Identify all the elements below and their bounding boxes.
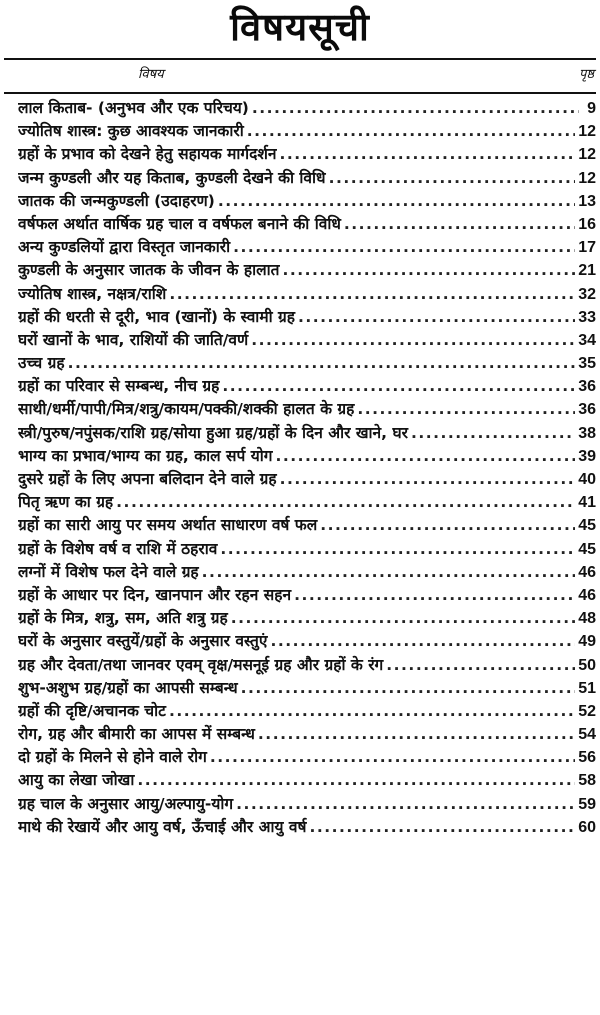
toc-entry-title: ज्योतिष शास्त्र, नक्षत्र/राशि xyxy=(18,284,167,303)
toc-entry-title: उच्च ग्रह xyxy=(18,354,65,373)
dot-leader xyxy=(251,329,575,352)
toc-entry-page: 16 xyxy=(578,215,596,233)
dot-leader xyxy=(270,630,575,653)
toc-entry-page: 12 xyxy=(578,169,596,187)
toc-entry-page: 51 xyxy=(578,679,596,697)
dot-leader xyxy=(309,816,575,839)
toc-entry-page: 52 xyxy=(578,702,596,720)
toc-entry-title: दुसरे ग्रहों के लिए अपना बलिदान देने वाले ग्रह xyxy=(18,470,277,488)
toc-entry xyxy=(18,445,596,468)
toc-entry xyxy=(18,329,596,352)
top-rule xyxy=(4,58,596,60)
toc-entry xyxy=(18,375,596,398)
toc-entry-page: 40 xyxy=(578,471,596,488)
toc-entry-title: रोग, ग्रह और बीमारी का आपस में सम्बन्ध xyxy=(18,725,255,744)
toc-entry xyxy=(18,120,596,143)
dot-leader xyxy=(294,584,575,607)
toc-entry xyxy=(18,259,596,282)
toc-entry-title: ग्रह और देवता/तथा जानवर एवम् वृक्ष/मसनूई ग्रह और ग्रहों के रंग xyxy=(18,655,384,674)
dot-leader xyxy=(386,654,575,677)
toc-entry-title: ग्रहों का परिवार से सम्बन्ध, नीच ग्रह xyxy=(18,377,220,396)
toc-entry-page: 13 xyxy=(578,192,596,210)
toc-entry-page: 54 xyxy=(578,726,596,744)
toc-entry-title: ग्रहों के प्रभाव को देखने हेतु सहायक मार्गदर्शन xyxy=(18,145,277,164)
toc-entry-page: 46 xyxy=(578,563,596,581)
toc-entry-title: पितृ ऋण का ग्रह xyxy=(18,493,114,512)
toc-entry-title: घरों खानों के भाव, राशियों की जाति/वर्ण xyxy=(18,330,249,349)
column-header-page: पृष्ठ xyxy=(578,67,594,82)
toc-entry xyxy=(18,143,596,166)
toc-entry-title: माथे की रेखायें और आयु वर्ष, ऊँचाई और आयु वर्ष xyxy=(18,817,307,836)
toc-entry-title: स्त्री/पुरुष/नपुंसक/राशि ग्रह/सोया हुआ ग्रह/ग्रहों के दिन और खाने, घर xyxy=(18,423,408,442)
toc-entry-page: 49 xyxy=(578,633,596,651)
dot-leader xyxy=(411,422,575,445)
toc-entry-title: लग्नों में विशेष फल देने वाले ग्रह xyxy=(18,562,199,581)
toc-entry-page: 41 xyxy=(578,494,596,512)
toc-entry xyxy=(18,723,596,746)
toc-entry xyxy=(18,352,596,375)
table-of-contents xyxy=(18,97,596,839)
dot-leader xyxy=(280,468,576,491)
toc-entry-page: 59 xyxy=(578,795,596,813)
toc-entry xyxy=(18,491,596,514)
toc-entry xyxy=(18,538,596,561)
toc-entry-page: 12 xyxy=(578,123,596,141)
toc-entry-page: 60 xyxy=(578,818,596,836)
toc-entry-title: शुभ-अशुभ ग्रह/ग्रहों का आपसी सम्बन्ध xyxy=(18,678,238,697)
dot-leader xyxy=(275,445,575,468)
dot-leader xyxy=(247,120,575,143)
toc-entry-title: कुण्डली के अनुसार जातक के जीवन के हालात xyxy=(18,261,280,280)
toc-entry-title: साथी/धर्मी/पापी/मित्र/शत्रु/कायम/पक्की/शक्की हालत के ग्रह xyxy=(18,400,355,419)
toc-entry-title: दो ग्रहों के मिलने से होने वाले रोग xyxy=(18,748,207,767)
header-rule xyxy=(4,92,596,94)
dot-leader xyxy=(233,236,575,259)
toc-entry xyxy=(18,514,596,537)
toc-entry-page: 12 xyxy=(578,146,596,164)
toc-entry-page: 56 xyxy=(578,749,596,767)
dot-leader xyxy=(236,793,575,816)
dot-leader xyxy=(320,514,575,537)
toc-entry-title: आयु का लेखा जोखा xyxy=(18,771,135,790)
toc-entry-title: जन्म कुण्डली और यह किताब, कुण्डली देखने की विधि xyxy=(18,168,326,187)
toc-entry xyxy=(18,816,596,839)
dot-leader xyxy=(344,213,575,236)
toc-entry-title: लाल किताब- (अनुभव और एक परिचय) xyxy=(18,99,249,117)
toc-entry xyxy=(18,561,596,584)
dot-leader xyxy=(222,375,575,398)
toc-entry-page: 50 xyxy=(578,656,596,674)
toc-entry-page: 36 xyxy=(578,378,596,396)
dot-leader xyxy=(116,491,575,514)
toc-entry xyxy=(18,584,596,607)
toc-entry-page: 34 xyxy=(578,331,596,349)
toc-entry-title: वर्षफल अर्थात वार्षिक ग्रह चाल व वर्षफल बनाने की विधि xyxy=(18,214,341,233)
toc-entry-title: ग्रहों के आधार पर दिन, खानपान और रहन सहन xyxy=(18,585,292,604)
toc-entry xyxy=(18,283,596,306)
toc-entry xyxy=(18,190,596,213)
toc-entry xyxy=(18,677,596,700)
toc-entry-page: 32 xyxy=(578,285,596,303)
toc-entry xyxy=(18,607,596,630)
toc-entry xyxy=(18,236,596,259)
toc-entry-page: 39 xyxy=(578,447,596,465)
toc-entry-page: 21 xyxy=(578,262,596,280)
toc-entry-title: ग्रहों की दृष्टि/अचानक चोट xyxy=(18,701,166,720)
toc-entry-title: ज्योतिष शास्त्र: कुछ आवश्यक जानकारी xyxy=(18,122,244,141)
dot-leader xyxy=(231,607,575,630)
toc-entry-title: ग्रहों की धरती से दूरी, भाव (खानों) के स्वामी ग्रह xyxy=(18,307,295,326)
toc-entry-title: ग्रहों का सारी आयु पर समय अर्थात साधारण वर्ष फल xyxy=(18,516,318,535)
toc-entry-title: भाग्य का प्रभाव/भाग्य का ग्रह, काल सर्प योग xyxy=(18,446,273,465)
toc-entry-title: ग्रहों के मित्र, शत्रु, सम, अति शत्रु ग्रह xyxy=(18,609,228,628)
dot-leader xyxy=(298,306,575,329)
dot-leader xyxy=(280,143,576,166)
toc-entry xyxy=(18,306,596,329)
dot-leader xyxy=(137,769,575,792)
dot-leader xyxy=(252,97,579,120)
toc-entry-page: 35 xyxy=(578,355,596,373)
toc-entry-page: 33 xyxy=(578,308,596,326)
toc-entry-page: 45 xyxy=(578,517,596,535)
dot-leader xyxy=(241,677,576,700)
dot-leader xyxy=(68,352,576,375)
dot-leader xyxy=(357,398,575,421)
dot-leader xyxy=(329,167,576,190)
toc-entry xyxy=(18,422,596,445)
toc-entry xyxy=(18,746,596,769)
dot-leader xyxy=(220,538,575,561)
toc-entry-title: जातक की जन्मकुण्डली (उदाहरण) xyxy=(18,191,215,210)
dot-leader xyxy=(258,723,575,746)
toc-entry xyxy=(18,769,596,792)
toc-entry-page: 58 xyxy=(578,772,596,790)
toc-entry xyxy=(18,654,596,677)
toc-entry-title: घरों के अनुसार वस्तुयें/ग्रहों के अनुसार वस्तुएं xyxy=(18,632,268,651)
dot-leader xyxy=(169,283,575,306)
dot-leader xyxy=(282,259,575,282)
toc-entry-title: अन्य कुण्डलियों द्वारा विस्तृत जानकारी xyxy=(18,238,231,257)
toc-entry xyxy=(18,468,596,491)
toc-entry xyxy=(18,700,596,723)
dot-leader xyxy=(218,190,575,213)
toc-entry-title: ग्रह चाल के अनुसार आयु/अल्पायु-योग xyxy=(18,794,234,813)
dot-leader xyxy=(169,700,575,723)
dot-leader xyxy=(210,746,575,769)
toc-entry-page: 38 xyxy=(578,424,596,442)
toc-entry-page: 45 xyxy=(578,540,596,558)
toc-entry xyxy=(18,97,596,120)
toc-entry xyxy=(18,630,596,653)
toc-entry-page: 17 xyxy=(578,239,596,257)
page-title: विषयसूची xyxy=(230,4,370,49)
column-header-subject: विषय xyxy=(138,67,164,82)
toc-entry xyxy=(18,398,596,421)
dot-leader xyxy=(202,561,576,584)
toc-entry-page: 36 xyxy=(578,401,596,419)
toc-entry xyxy=(18,213,596,236)
toc-entry xyxy=(18,167,596,190)
toc-entry-page: 48 xyxy=(578,610,596,628)
toc-entry xyxy=(18,793,596,816)
toc-entry-page: 9 xyxy=(587,100,596,117)
toc-entry-page: 46 xyxy=(578,586,596,604)
toc-entry-title: ग्रहों के विशेष वर्ष व राशि में ठहराव xyxy=(18,539,218,558)
